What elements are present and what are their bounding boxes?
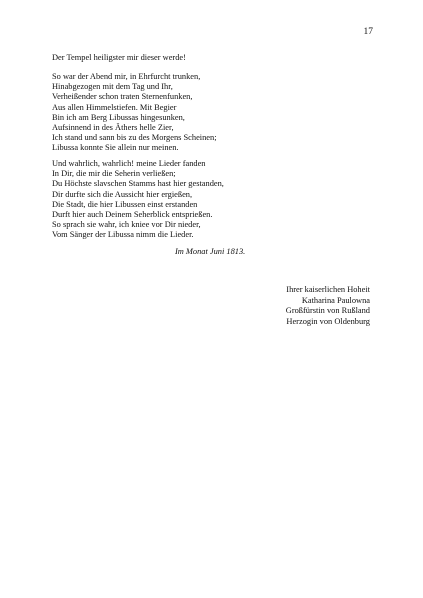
verse-line: Libussa konnte Sie allein nur meinen.	[52, 143, 179, 153]
page-number: 17	[363, 27, 373, 37]
verse-line: Aufsinnend in des Äthers helle Zier,	[52, 123, 174, 133]
verse-line: Hinabgezogen mit dem Tag und Ihr,	[52, 82, 173, 92]
verse-line: Dir durfte sich die Aussicht hier ergießen,	[52, 189, 193, 199]
verse-line: Der Tempel heiligster mir dieser werde!	[52, 53, 186, 62]
verse-line: Du Höchste slavschen Stamms hast hier gestanden,	[52, 179, 224, 189]
verse-line: So sprach sie wahr, ich kniee vor Dir nieder,	[52, 220, 201, 230]
verse-line: So war der Abend mir, in Ehrfurcht trunken,	[52, 72, 201, 81]
verse-line: Aus allen Himmelstiefen. Mit Begier	[52, 102, 177, 112]
dedication-line: Großfürstin von Rußland	[285, 306, 370, 316]
dateline: Im Monat Juni 1813.	[175, 247, 246, 256]
stanza-3	[52, 159, 224, 241]
dedication-line: Katharina Paulowna	[301, 295, 370, 305]
verse-line: Die Stadt, die hier Libussen einst erstanden	[52, 199, 198, 209]
dedication-line: Ihrer kaiserlichen Hoheit	[286, 285, 370, 294]
verse-line: Ich stand und sann bis zu des Morgens Scheinen;	[52, 133, 217, 143]
dedication-line: Herzogin von Oldenburg	[286, 316, 370, 326]
verse-line: Verheißender schon traten Sternenfunken,	[52, 92, 193, 102]
verse-line: Vom Sänger der Libussa nimm die Lieder.	[52, 230, 194, 240]
verse-line: Und wahrlich, wahrlich! meine Lieder fanden	[52, 159, 206, 168]
verse-line: In Dir, die mir die Seherin verließen;	[52, 169, 176, 179]
verse-line: Durft hier auch Deinem Seherblick entsprießen.	[52, 210, 213, 220]
verse-line: Bin ich am Berg Libussas hingesunken,	[52, 112, 185, 122]
stanza-2	[52, 72, 217, 154]
stanza-1	[52, 53, 186, 63]
dedication-block	[286, 285, 370, 327]
